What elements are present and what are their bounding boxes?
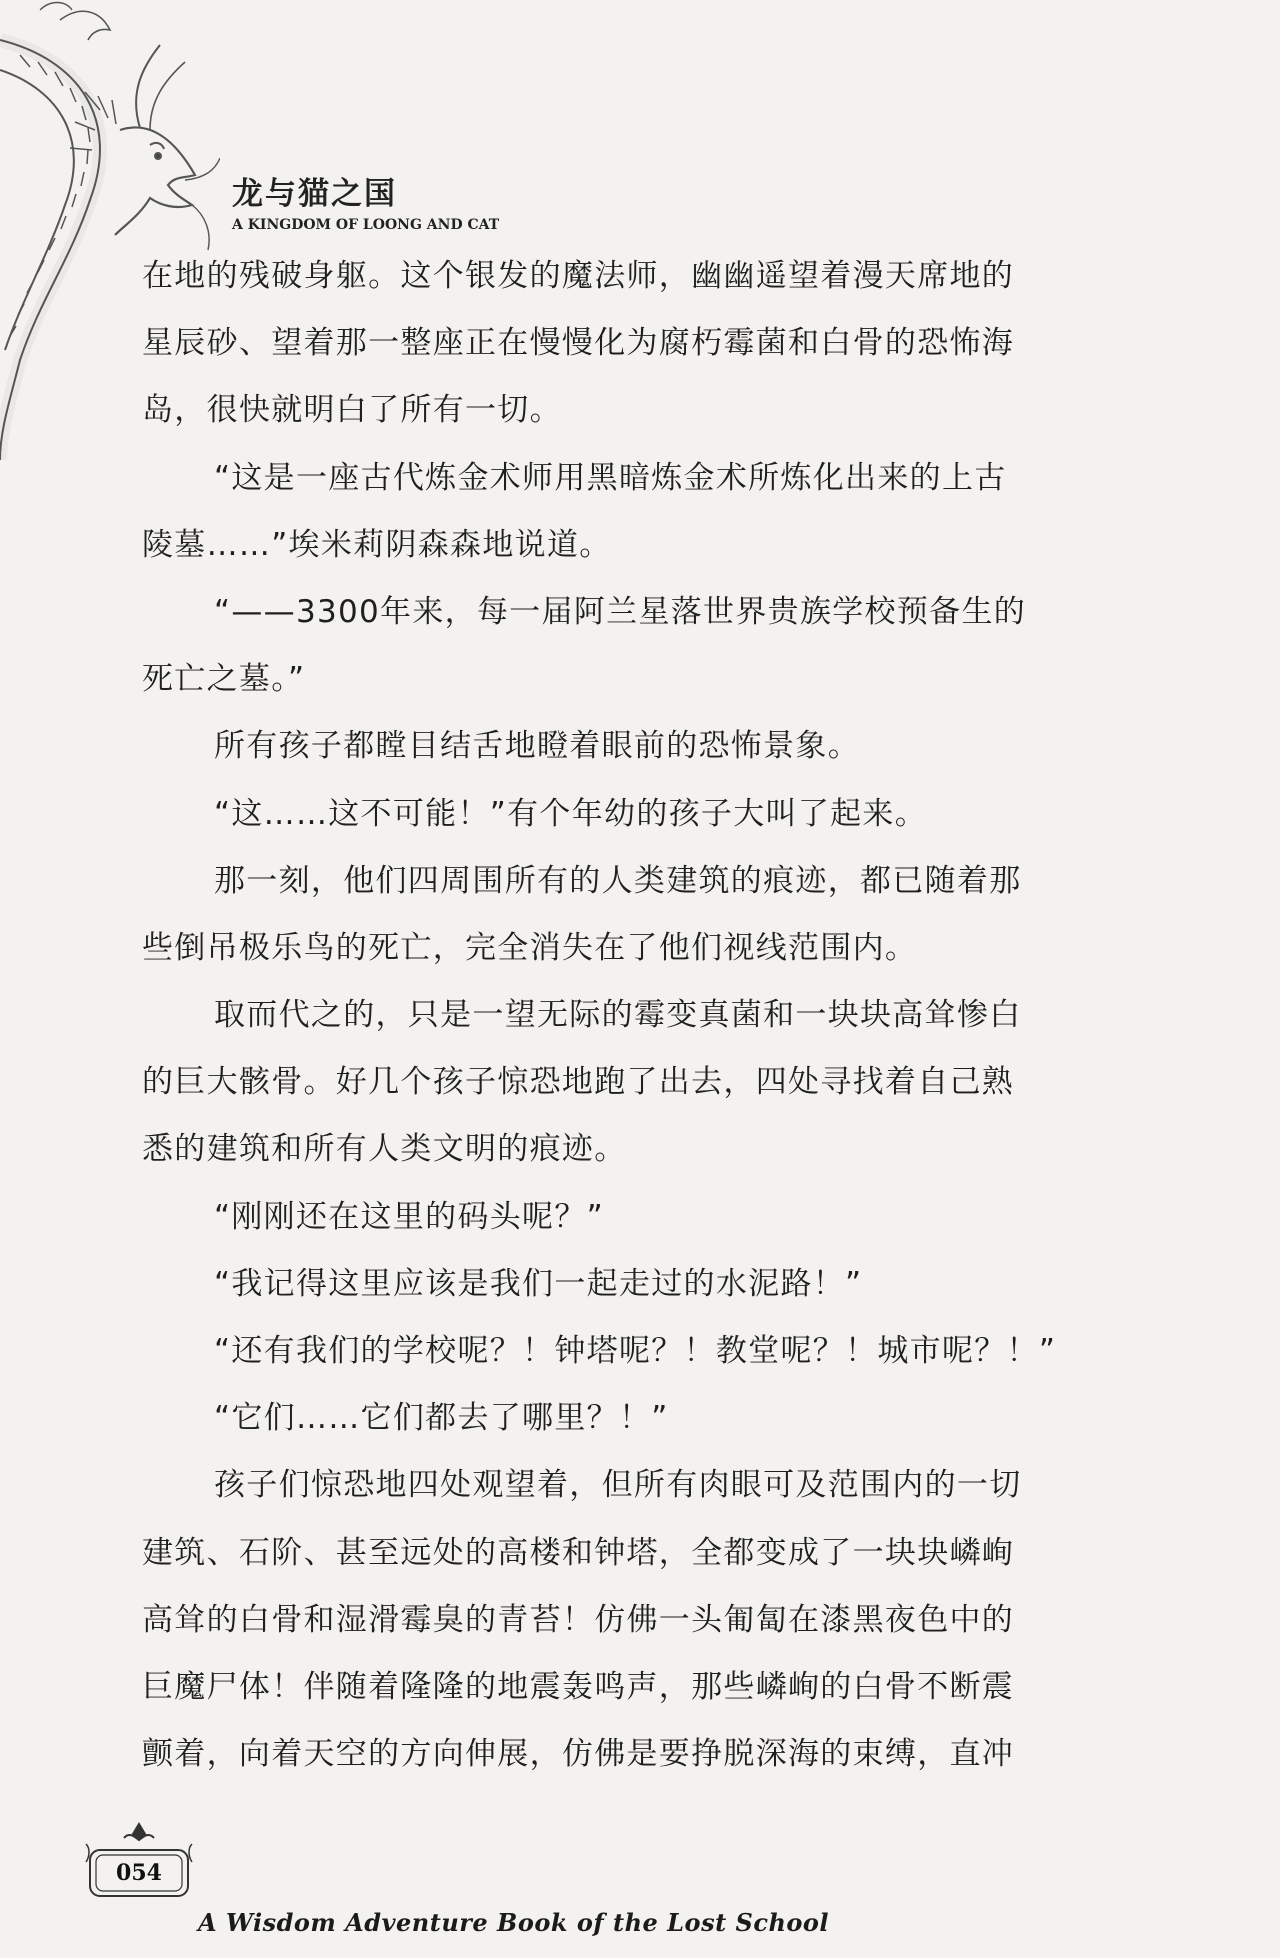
text-line: 悉的建筑和所有人类文明的痕迹。 [142,1131,627,1168]
book-title: 龙与猫之国 [232,176,397,212]
footer-tagline: A Wisdom Adventure Book of the Lost School [198,1908,830,1937]
page-number-frame [84,1822,194,1902]
text-line: “我记得这里应该是我们一起走过的水泥路！” [214,1265,863,1302]
text-line: 死亡之墓。” [142,661,306,698]
text-line: 巨魔尸体！伴随着隆隆的地震轰鸣声，那些嶙峋的白骨不断震 [142,1668,1015,1705]
text-line: 取而代之的，只是一望无际的霉变真菌和一块块高耸惨白 [214,997,1022,1034]
text-line: 高耸的白骨和湿滑霉臭的青苔！仿佛一头匍匐在漆黑夜色中的 [142,1601,1015,1638]
text-line: 陵墓……”埃米莉阴森森地说道。 [142,526,612,563]
running-header [232,168,499,233]
text-line: 建筑、石阶、甚至远处的高楼和钟塔，全都变成了一块块嶙峋 [142,1534,1015,1571]
text-line: “刚刚还在这里的码头呢？” [214,1198,605,1235]
text-line: 岛，很快就明白了所有一切。 [142,392,562,429]
text-line: 星辰砂、望着那一整座正在慢慢化为腐朽霉菌和白骨的恐怖海 [142,325,1015,362]
text-line: “还有我们的学校呢？！钟塔呢？！教堂呢？！城市呢？！” [214,1333,1057,1369]
page-number: 054 [116,1860,162,1886]
text-line: 颤着，向着天空的方向伸展，仿佛是要挣脱深海的束缚，直冲 [142,1736,1015,1773]
text-line: “——3300年来，每一届阿兰星落世界贵族学校预备生的 [214,593,1027,630]
text-line: “这……这不可能！”有个年幼的孩子大叫了起来。 [214,795,928,832]
book-subtitle: A KINGDOM OF LOONG AND CAT [232,217,500,233]
text-line: 在地的残破身躯。这个银发的魔法师，幽幽遥望着漫天席地的 [142,258,1015,294]
text-line: 的巨大骸骨。好几个孩子惊恐地跑了出去，四处寻找着自己熟 [142,1064,1015,1101]
text-line: 孩子们惊恐地四处观望着，但所有肉眼可及范围内的一切 [214,1467,1022,1504]
text-line: 些倒吊极乐鸟的死亡，完全消失在了他们视线范围内。 [142,929,918,966]
text-line: 那一刻，他们四周围所有的人类建筑的痕迹，都已随着那 [214,862,1022,899]
text-line: “它们……它们都去了哪里？！” [214,1400,669,1437]
text-line: “这是一座古代炼金术师用黑暗炼金术所炼化出来的上古 [214,459,1007,496]
body-text [142,243,1142,1788]
text-line: 所有孩子都瞠目结舌地瞪着眼前的恐怖景象。 [214,728,860,765]
